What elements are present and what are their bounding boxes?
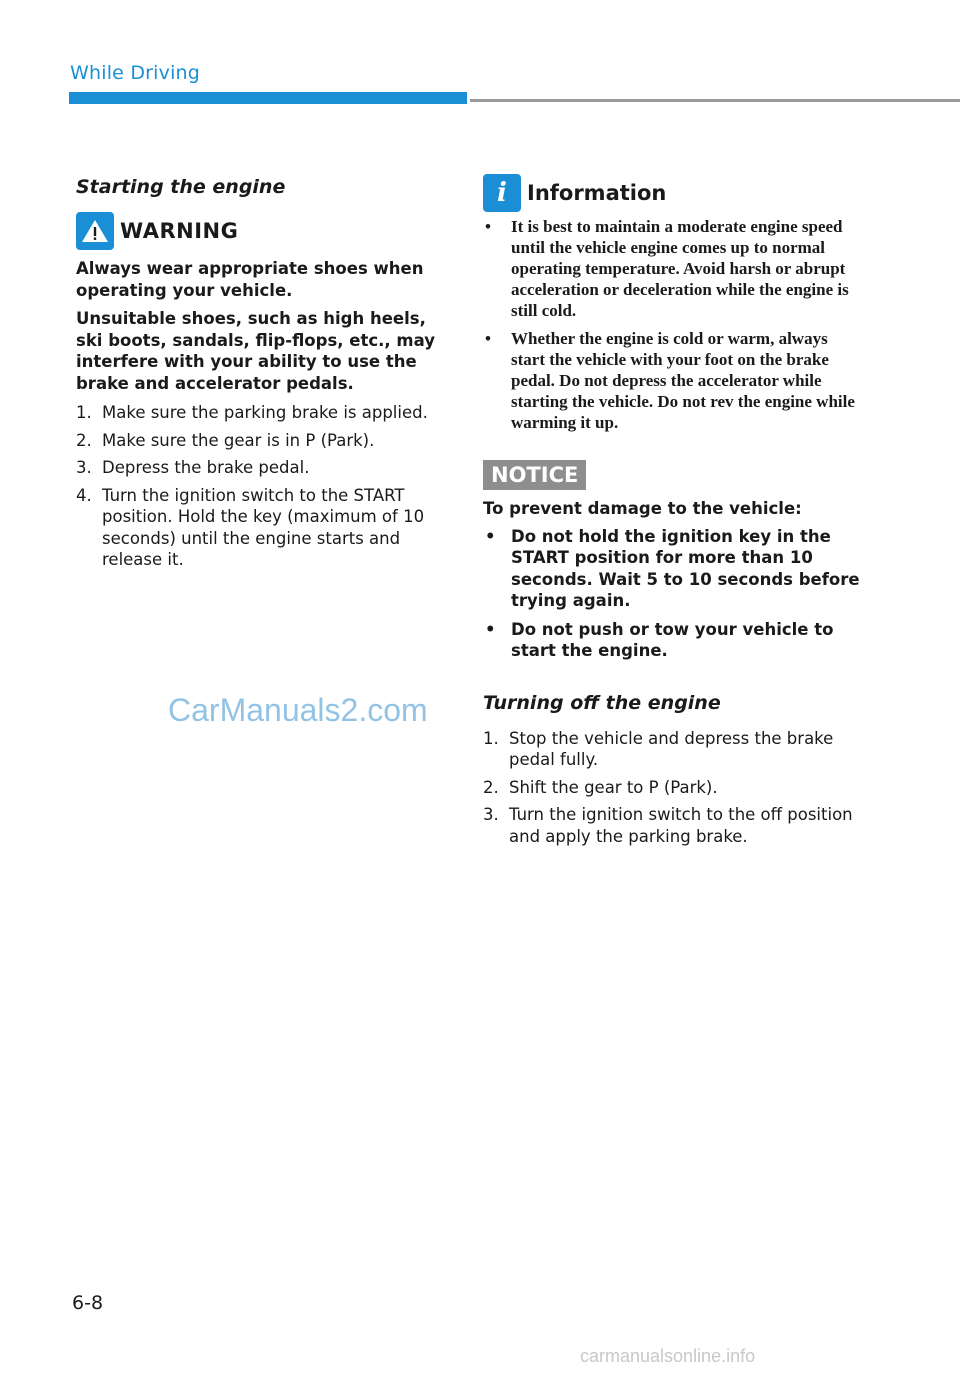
info-icon: i xyxy=(483,174,521,212)
warning-title: WARNING xyxy=(120,219,239,243)
list-item: 2. Shift the gear to P (Park). xyxy=(483,777,718,797)
list-item: 4. Turn the ignition switch to the START position. Hold the key (maximum of 10 seconds) until the engine starts and release it. xyxy=(76,485,425,569)
warning-triangle-icon xyxy=(76,212,114,250)
information-list xyxy=(483,216,863,433)
notice-badge: NOTICE xyxy=(483,460,586,490)
turning-off-heading: Turning off the engine xyxy=(483,691,721,714)
warning-header xyxy=(76,212,446,250)
information-header xyxy=(483,174,863,212)
list-item: 1. Make sure the parking brake is applied. xyxy=(76,403,428,422)
header-rule xyxy=(470,99,960,102)
list-item: • It is best to maintain a moderate engine speed until the vehicle engine comes up to normal operating temperature. Avoid harsh or abrupt acceleration or deceleration while the engine is still cold. xyxy=(485,217,849,320)
page-number: 6-8 xyxy=(72,1292,104,1314)
turning-off-steps-list xyxy=(483,728,863,848)
starting-steps-list xyxy=(76,402,446,571)
notice-list xyxy=(483,526,863,662)
list-item: 3. Turn the ignition switch to the off position and apply the parking brake. xyxy=(483,805,853,846)
information-title: Information xyxy=(527,181,667,205)
list-item: 3. Depress the brake pedal. xyxy=(76,458,310,477)
list-item: • Whether the engine is cold or warm, always start the vehicle with your foot on the brake pedal. Do not depress the accelerator while starting the vehicle. Do not rev the engine while warming it up. xyxy=(485,329,855,432)
warning-paragraph: Always wear appropriate shoes when operating your vehicle. xyxy=(76,259,424,300)
footer-watermark: carmanualsonline.info xyxy=(580,1346,756,1366)
starting-engine-heading: Starting the engine xyxy=(76,176,286,198)
section-header-title: While Driving xyxy=(70,62,201,84)
list-item: • Do not push or tow your vehicle to start the engine. xyxy=(485,619,834,660)
list-item: • Do not hold the ignition key in the START position for more than 10 seconds. Wait 5 to 10 seconds before trying again. xyxy=(485,526,860,610)
right-column xyxy=(483,176,863,853)
watermark-text: CarManuals2.com xyxy=(168,692,428,728)
list-item: 2. Make sure the gear is in P (Park). xyxy=(76,430,375,450)
left-column xyxy=(76,176,446,577)
notice-lead: To prevent damage to the vehicle: xyxy=(483,499,802,518)
header-accent-bar xyxy=(69,92,467,104)
list-item: 1. Stop the vehicle and depress the brake pedal fully. xyxy=(483,728,834,769)
warning-paragraph: Unsuitable shoes, such as high heels, ski boots, sandals, flip-flops, etc., may interfere with your ability to use the brake and accelerator pedals. xyxy=(76,309,436,393)
